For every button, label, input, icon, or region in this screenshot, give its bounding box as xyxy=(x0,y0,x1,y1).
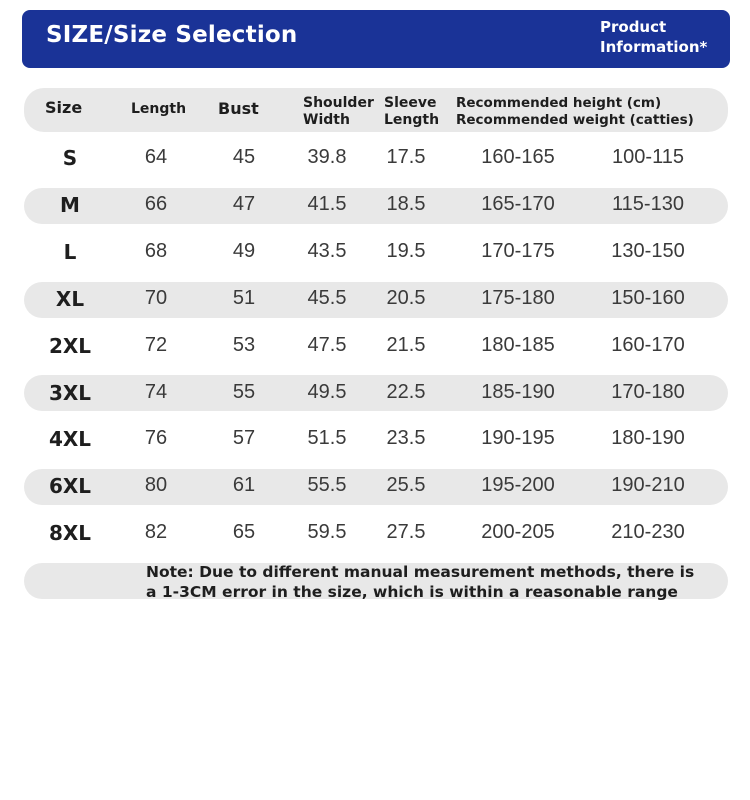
cell-length: 82 xyxy=(144,521,168,543)
cell-shoulder-width: 59.5 xyxy=(307,521,347,543)
cell-size: 4XL xyxy=(48,427,92,451)
cell-length: 80 xyxy=(144,474,168,496)
cell-recommended-height: 165-170 xyxy=(481,193,555,215)
cell-bust: 65 xyxy=(232,521,256,543)
cell-size: 8XL xyxy=(48,521,92,545)
cell-recommended-weight: 115-130 xyxy=(612,193,684,215)
cell-recommended-height: 160-165 xyxy=(481,146,555,168)
cell-shoulder-width: 51.5 xyxy=(307,427,347,449)
cell-size: L xyxy=(63,240,77,264)
page-title: SIZE/Size Selection xyxy=(46,22,298,48)
cell-sleeve-length: 19.5 xyxy=(386,240,426,262)
cell-shoulder-width: 39.8 xyxy=(307,146,347,168)
header-size: Size xyxy=(45,98,83,117)
cell-shoulder-width: 41.5 xyxy=(307,193,347,215)
cell-recommended-weight: 170-180 xyxy=(611,381,685,403)
cell-recommended-height: 170-175 xyxy=(481,240,555,262)
cell-sleeve-length: 20.5 xyxy=(386,287,426,309)
cell-length: 66 xyxy=(144,193,168,215)
header-rec-height: Recommended height (cm) xyxy=(456,95,662,111)
title-banner xyxy=(22,10,730,68)
cell-shoulder-width: 49.5 xyxy=(307,381,347,403)
cell-shoulder-width: 47.5 xyxy=(307,334,347,356)
header-shoulder-line-1: Shoulder xyxy=(303,95,374,111)
note-line-2: a 1-3CM error in the size, which is within a reasonable range xyxy=(146,583,678,601)
cell-sleeve-length: 25.5 xyxy=(386,474,426,496)
product-info-label xyxy=(600,17,707,57)
cell-recommended-weight: 100-115 xyxy=(612,146,684,168)
header-bust: Bust xyxy=(218,99,259,118)
cell-size: 6XL xyxy=(48,474,92,498)
cell-length: 68 xyxy=(144,240,168,262)
header-sleeve-line-2: Length xyxy=(384,112,440,128)
cell-size: S xyxy=(62,146,78,170)
measurement-note xyxy=(146,562,694,602)
cell-recommended-weight: 150-160 xyxy=(611,287,685,309)
cell-bust: 53 xyxy=(232,334,256,356)
header-recommended xyxy=(456,95,694,129)
cell-sleeve-length: 27.5 xyxy=(386,521,426,543)
product-info-line-2: Information* xyxy=(600,38,708,56)
cell-sleeve-length: 21.5 xyxy=(386,334,426,356)
cell-size: M xyxy=(60,193,80,217)
cell-recommended-height: 190-195 xyxy=(481,427,555,449)
cell-length: 72 xyxy=(144,334,168,356)
cell-recommended-height: 200-205 xyxy=(481,521,555,543)
header-rec-weight: Recommended weight (catties) xyxy=(456,112,694,128)
cell-length: 64 xyxy=(144,146,168,168)
cell-recommended-height: 180-185 xyxy=(481,334,555,356)
header-sleeve-length xyxy=(384,95,439,129)
cell-bust: 55 xyxy=(232,381,256,403)
cell-sleeve-length: 18.5 xyxy=(386,193,426,215)
cell-bust: 61 xyxy=(232,474,256,496)
header-length: Length xyxy=(131,101,187,117)
cell-recommended-weight: 160-170 xyxy=(611,334,685,356)
header-shoulder-width xyxy=(303,95,374,129)
cell-recommended-height: 175-180 xyxy=(481,287,555,309)
note-line-1: Note: Due to different manual measurement methods, there is xyxy=(146,563,695,581)
cell-length: 76 xyxy=(144,427,168,449)
cell-recommended-height: 195-200 xyxy=(481,474,555,496)
cell-bust: 57 xyxy=(232,427,256,449)
cell-recommended-weight: 190-210 xyxy=(611,474,685,496)
cell-length: 70 xyxy=(144,287,168,309)
cell-bust: 49 xyxy=(232,240,256,262)
cell-shoulder-width: 43.5 xyxy=(307,240,347,262)
cell-size: XL xyxy=(55,287,85,311)
product-info-line-1: Product xyxy=(600,18,667,36)
cell-recommended-weight: 210-230 xyxy=(611,521,685,543)
cell-recommended-height: 185-190 xyxy=(481,381,555,403)
cell-length: 74 xyxy=(144,381,168,403)
cell-bust: 45 xyxy=(232,146,256,168)
cell-recommended-weight: 180-190 xyxy=(611,427,685,449)
cell-bust: 47 xyxy=(232,193,256,215)
header-shoulder-line-2: Width xyxy=(303,112,350,128)
cell-shoulder-width: 55.5 xyxy=(307,474,347,496)
cell-bust: 51 xyxy=(232,287,256,309)
cell-sleeve-length: 23.5 xyxy=(386,427,426,449)
cell-sleeve-length: 22.5 xyxy=(386,381,426,403)
header-sleeve-line-1: Sleeve xyxy=(384,95,437,111)
cell-shoulder-width: 45.5 xyxy=(307,287,347,309)
cell-sleeve-length: 17.5 xyxy=(386,146,426,168)
cell-recommended-weight: 130-150 xyxy=(611,240,685,262)
cell-size: 3XL xyxy=(48,381,92,405)
cell-size: 2XL xyxy=(48,334,92,358)
